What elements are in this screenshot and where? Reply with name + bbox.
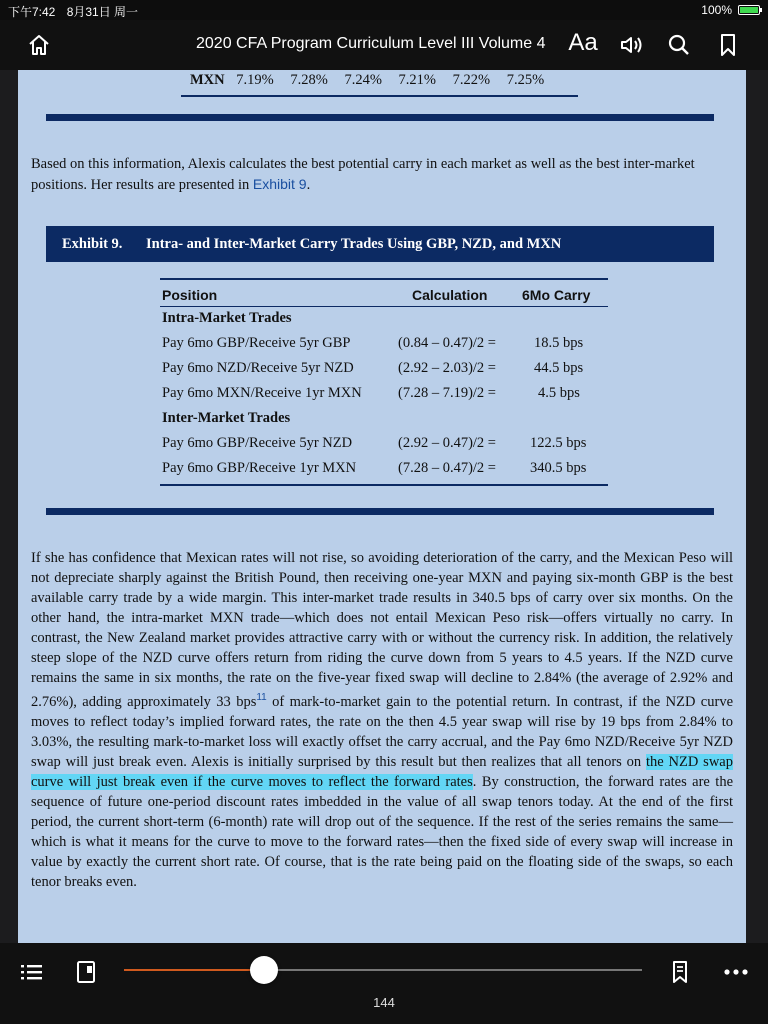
carry-cell: 44.5 bps	[534, 360, 584, 376]
book-page	[18, 70, 746, 943]
header-carry: 6Mo Carry	[522, 287, 591, 303]
section-label	[160, 307, 608, 332]
footnote-link[interactable]: 11	[256, 692, 267, 703]
table-row	[160, 357, 608, 382]
table-header	[160, 280, 608, 307]
font-settings-button[interactable]: Aa	[568, 29, 598, 56]
status-time: 下午7:42	[8, 5, 56, 19]
exhibit-title: Intra- and Inter-Market Carry Trades Using GBP, NZD, and MXN	[146, 236, 562, 252]
status-date: 8月31日 周一	[66, 5, 139, 19]
position-cell: Pay 6mo MXN/Receive 1yr MXN	[162, 385, 362, 401]
calculation-cell: (2.92 – 0.47)/2 =	[398, 435, 496, 451]
body-paragraph	[31, 548, 733, 892]
slider-thumb[interactable]	[250, 956, 278, 984]
body-text: of mark-to-market gain to the potential return. In contrast, if the NZD curve moves to reflect today’s implied forward rates, the rate on the then 4.5 year swap will rise by 19 bps from 2.84% to 3.03%, the resulting mark-to-market loss will exactly offset the carry accrual, and the Pay 6mo NZD/Receive 5yr NZD swap will just break even. Alexis is initially surprised by this result but then realizes that all tenors on	[31, 693, 734, 770]
calculation-cell: (7.28 – 7.19)/2 =	[398, 385, 496, 401]
status-bar	[0, 0, 768, 20]
search-icon[interactable]	[664, 30, 694, 60]
carry-cell: 122.5 bps	[530, 435, 587, 451]
reader-toolbar	[0, 20, 768, 70]
row-label: MXN	[190, 72, 225, 88]
table-row	[160, 332, 608, 357]
rate-cell: 7.19%	[236, 72, 274, 88]
highlighted-text[interactable]: the NZD swap curve will just break even if the curve moves to reflect the forward rates	[31, 753, 733, 790]
calculation-cell: (7.28 – 0.47)/2 =	[398, 460, 496, 476]
intro-text-end: .	[306, 177, 311, 193]
table-of-contents-icon[interactable]	[18, 958, 46, 986]
bookmark-icon[interactable]	[713, 30, 743, 60]
position-cell: Pay 6mo NZD/Receive 5yr NZD	[162, 360, 354, 376]
page-view-icon[interactable]	[72, 958, 100, 986]
section-label	[160, 407, 608, 432]
table-bottom-rule	[160, 484, 608, 486]
intro-paragraph	[31, 154, 733, 195]
carry-cell: 340.5 bps	[530, 460, 587, 476]
status-left	[8, 3, 138, 20]
body-text: If she has confidence that Mexican rates will not rise, so avoiding deterioration of the carry, and the Mexican Peso will not depreciate sharply against the British Pound, then receiving one-year MXN and paying six-month GBP is the best available carry trade by a wide margin. This inter-market trade results in 340.5 bps of carry over six months. On the other hand, the intra-market MXN trade—which does not entail Mexican Peso risk—offers virtually no carry. In contrast, the New Zealand market provides attractive carry with or without the currency risk. In addition, the relatively steep slope of the NZD curve offers return from riding the curve down from 5 years to 4.5 years. If the NZD curve remains the same in six months, the rate on the five-year fixed swap will decline to 2.84% (the average of 2.92% and 2.76%), adding approximately 33 bps	[31, 550, 733, 710]
more-icon[interactable]	[722, 958, 750, 986]
rate-cell: 7.28%	[290, 72, 328, 88]
section-title: Inter-Market Trades	[162, 410, 291, 426]
read-aloud-icon[interactable]	[617, 30, 647, 60]
exhibit-end-rule	[46, 508, 714, 515]
rate-cell: 7.21%	[398, 72, 437, 88]
battery-icon	[738, 5, 760, 15]
page-number: 144	[373, 995, 395, 1010]
exhibit-end-rule	[46, 114, 714, 121]
rate-cell: 7.25%	[506, 72, 545, 88]
position-cell: Pay 6mo GBP/Receive 5yr NZD	[162, 435, 353, 451]
intro-text: Based on this information, Alexis calculates the best potential carry in each market as well as the best inter-market positions. Her results are presented in	[31, 156, 695, 193]
body-text: . By construction, the forward rates are the sequence of future one-period discount rates imbedded in the value of all swap tenors today. At the end of the first period, the current short-term (6-month) rate will drop out of the sequence. If the rest of the series remains the same—which is what it means for the curve to move to the forward rates—then the fixed side of every swap will increase in value by exactly the current short rate. Of course, that is the rate being paid on the floating side of the swaps, so each tenor breaks even.	[31, 773, 734, 890]
prev-table-row	[190, 72, 557, 89]
carry-table	[160, 278, 608, 486]
calculation-cell: (2.92 – 2.03)/2 =	[398, 360, 496, 376]
table-bottom-rule	[181, 95, 578, 97]
position-cell: Pay 6mo GBP/Receive 1yr MXN	[162, 460, 357, 476]
bookmarks-list-icon[interactable]	[666, 958, 694, 986]
rate-cell: 7.22%	[452, 72, 491, 88]
book-title: 2020 CFA Program Curriculum Level III Volume 4	[196, 35, 546, 52]
position-cell: Pay 6mo GBP/Receive 5yr GBP	[162, 335, 351, 351]
rate-cell: 7.24%	[344, 72, 382, 88]
table-row	[160, 457, 608, 482]
exhibit-header	[46, 226, 714, 262]
header-position: Position	[162, 287, 218, 303]
calculation-cell: (0.84 – 0.47)/2 =	[398, 335, 496, 351]
exhibit-number: Exhibit 9.	[62, 236, 123, 252]
table-row	[160, 432, 608, 457]
battery-fill	[740, 7, 758, 13]
header-calculation: Calculation	[412, 287, 488, 303]
home-icon[interactable]	[24, 30, 54, 60]
carry-cell: 18.5 bps	[534, 335, 584, 351]
battery-percent: 100%	[701, 3, 732, 17]
section-title: Intra-Market Trades	[162, 310, 292, 326]
status-right	[701, 3, 760, 17]
table-row	[160, 382, 608, 407]
exhibit-link[interactable]: Exhibit 9	[252, 176, 307, 192]
slider-fill	[124, 969, 264, 971]
reader-bottom-bar	[0, 943, 768, 1024]
carry-cell: 4.5 bps	[538, 385, 580, 401]
page-progress-slider[interactable]	[124, 969, 642, 971]
